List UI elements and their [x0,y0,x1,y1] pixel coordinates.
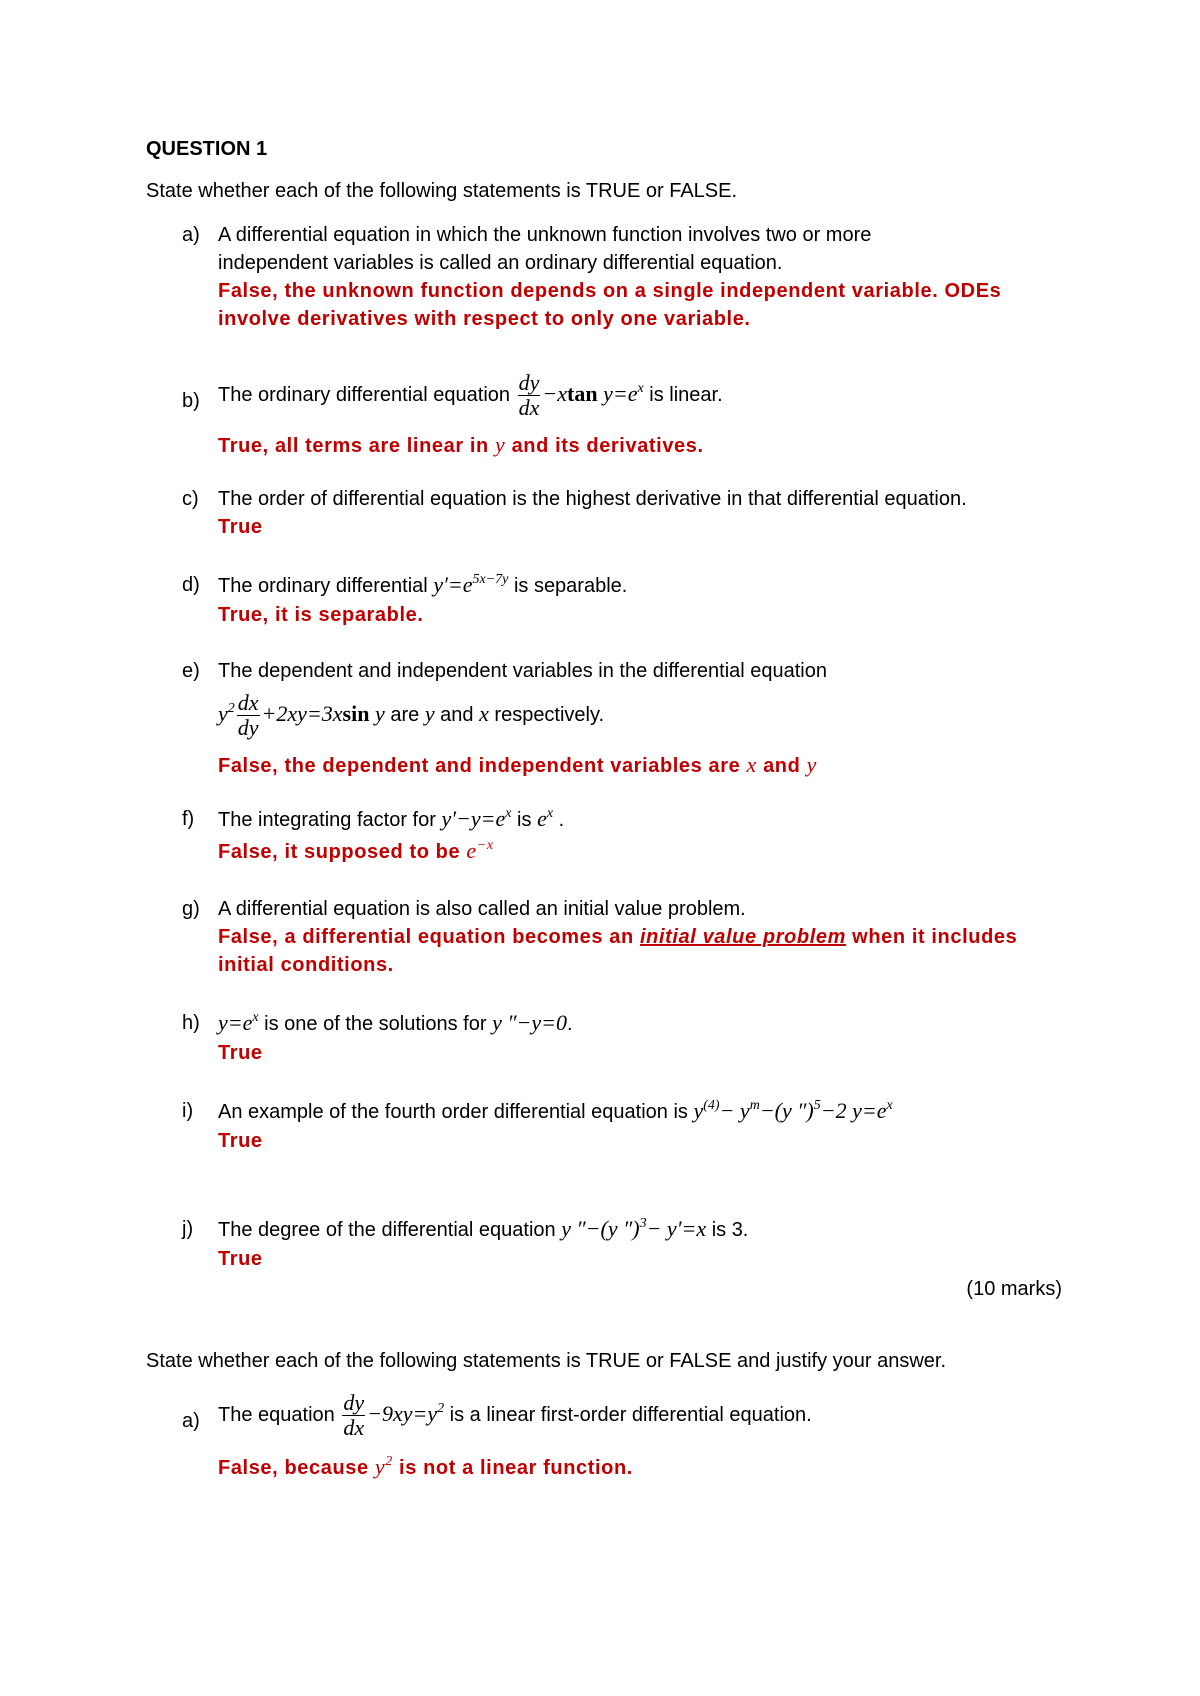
item-j-post: is 3. [711,1219,749,1241]
equation-part: − y [719,1098,750,1123]
item-2a-statement [218,1384,812,1448]
item-label-d: d) [182,574,200,596]
superscript: 2 [385,1454,393,1469]
variable: y [374,1454,386,1479]
item-2a-post: is a linear first-order differential equation. [449,1404,812,1426]
answer-2a-text: False, because [218,1457,369,1479]
answer-b-text: True, all terms are linear in [218,435,489,457]
variable: x [479,701,489,726]
answer-d: True, it is separable. [218,604,424,626]
equation-part: y ″−y=0 [492,1010,567,1035]
period: . [566,1013,573,1035]
superscript: 3 [639,1216,647,1231]
equation-part: − y′=x [646,1216,707,1241]
equation-part: −(y ″) [759,1098,814,1123]
equation-part: y=e [603,381,638,406]
answer-b-text-end: and its derivatives. [511,435,704,457]
item-f-pre: The integrating factor for [218,809,436,831]
item-b-post: is linear. [649,384,723,406]
item-e-line1: The dependent and independent variables in the differential equation [218,660,827,682]
answer-e-text: False, the dependent and independent variables are [218,755,741,777]
marks-label: (10 marks) [966,1278,1062,1300]
answer-e [218,752,817,779]
item-e-equation-line [218,684,604,748]
item-label-2a: a) [182,1410,200,1432]
answer-f-text: False, it supposed to be [218,841,461,863]
question-instruction: State whether each of the following statements is TRUE or FALSE. [146,180,738,202]
item-label-g: g) [182,898,200,920]
superscript: 2 [227,701,235,716]
variable: x [746,752,757,777]
item-h-statement [218,1010,573,1040]
item-d-pre: The ordinary differential [218,575,428,597]
superscript: x [546,806,554,821]
superscript: 2 [437,1401,445,1416]
equation-part: +2xy=3x [261,701,343,726]
question-2-instruction: State whether each of the following statements is TRUE or FALSE and justify your answer. [146,1350,947,1372]
text-are: are [390,704,420,726]
equation-part: y′=e [433,572,473,597]
equation-part: e [466,838,477,863]
item-label-i: i) [182,1100,194,1122]
equation-part: e [537,806,547,831]
equation-part: y=e [218,1010,253,1035]
answer-c: True [218,516,263,538]
item-f-statement [218,806,564,836]
answer-i: True [218,1130,263,1152]
item-g-statement: A differential equation is also called an initial value problem. [218,898,746,920]
text-is: is [517,809,532,831]
variable: y [424,701,435,726]
item-d-statement [218,572,627,602]
question-title: QUESTION 1 [146,138,268,160]
superscript: m [749,1098,760,1113]
item-label-a: a) [182,224,200,246]
item-i-statement [218,1098,893,1128]
answer-j: True [218,1248,263,1270]
equation-part: −x [542,381,567,406]
fraction-denominator: dx [343,1415,365,1441]
superscript: −x [476,838,494,853]
answer-b-variable: y [495,432,506,457]
dy-dx-fraction [342,1391,365,1440]
fraction-numerator: dy [343,1390,365,1416]
initial-value-problem-link[interactable]: initial value problem [640,926,846,948]
answer-e-and: and [763,755,801,777]
answer-g-line2: initial conditions. [218,954,394,976]
answer-g-text-end: when it includes [852,926,1018,948]
answer-b [218,432,704,459]
answer-a-line1: False, the unknown function depends on a single independent variable. ODEs [218,280,1002,302]
item-label-j: j) [182,1218,194,1240]
dy-dx-fraction [518,371,541,420]
fraction-numerator: dx [237,690,259,716]
equation-part: −2 y=e [820,1098,887,1123]
fraction-denominator: dy [237,715,259,741]
dx-dy-fraction [237,691,260,740]
text-respectively: respectively. [494,704,605,726]
answer-2a [218,1454,633,1484]
item-label-e: e) [182,660,200,682]
item-h-text: is one of the solutions for [264,1013,487,1035]
superscript: x [252,1010,259,1025]
item-label-c: c) [182,488,199,510]
item-label-f: f) [182,808,195,830]
equation-part: −9xy=y [367,1401,438,1426]
item-b-pre: The ordinary differential equation [218,384,511,406]
superscript: 5 [813,1098,821,1113]
equation-part: y ″−(y ″) [561,1216,640,1241]
item-i-pre: An example of the fourth order differential equation is [218,1101,688,1123]
item-j-pre: The degree of the differential equation [218,1219,556,1241]
answer-2a-text-end: is not a linear function. [399,1457,633,1479]
item-b-statement [218,364,723,428]
item-a-line2: independent variables is called an ordinary differential equation. [218,252,783,274]
fraction-numerator: dy [518,370,540,396]
variable: y [806,752,817,777]
text-and: and [440,704,474,726]
answer-a-line2: involve derivatives with respect to only one variable. [218,308,751,330]
answer-g-text: False, a differential equation becomes an [218,926,634,948]
answer-f [218,838,494,868]
item-label-h: h) [182,1012,200,1034]
equation-part: y′−y=e [441,806,506,831]
item-label-b: b) [182,390,200,412]
superscript: 5x−7y [472,572,509,587]
superscript: (4) [703,1098,720,1113]
item-2a-pre: The equation [218,1404,335,1426]
fraction-denominator: dx [518,395,540,421]
tan-function: tan [567,381,598,406]
sin-function: sin [342,701,370,726]
superscript: x [505,806,512,821]
answer-g-line1 [218,924,1017,950]
item-c-statement: The order of differential equation is the highest derivative in that differential equation. [218,488,967,510]
equation-part: y [693,1098,704,1123]
item-d-post: is separable. [513,575,628,597]
equation-part: y [218,701,228,726]
item-j-statement [218,1216,748,1246]
item-a-line1: A differential equation in which the unknown function involves two or more [218,224,872,246]
equation-part: y [375,701,385,726]
answer-h: True [218,1042,263,1064]
superscript: x [886,1098,893,1113]
superscript: x [637,381,644,396]
period: . [558,809,565,831]
